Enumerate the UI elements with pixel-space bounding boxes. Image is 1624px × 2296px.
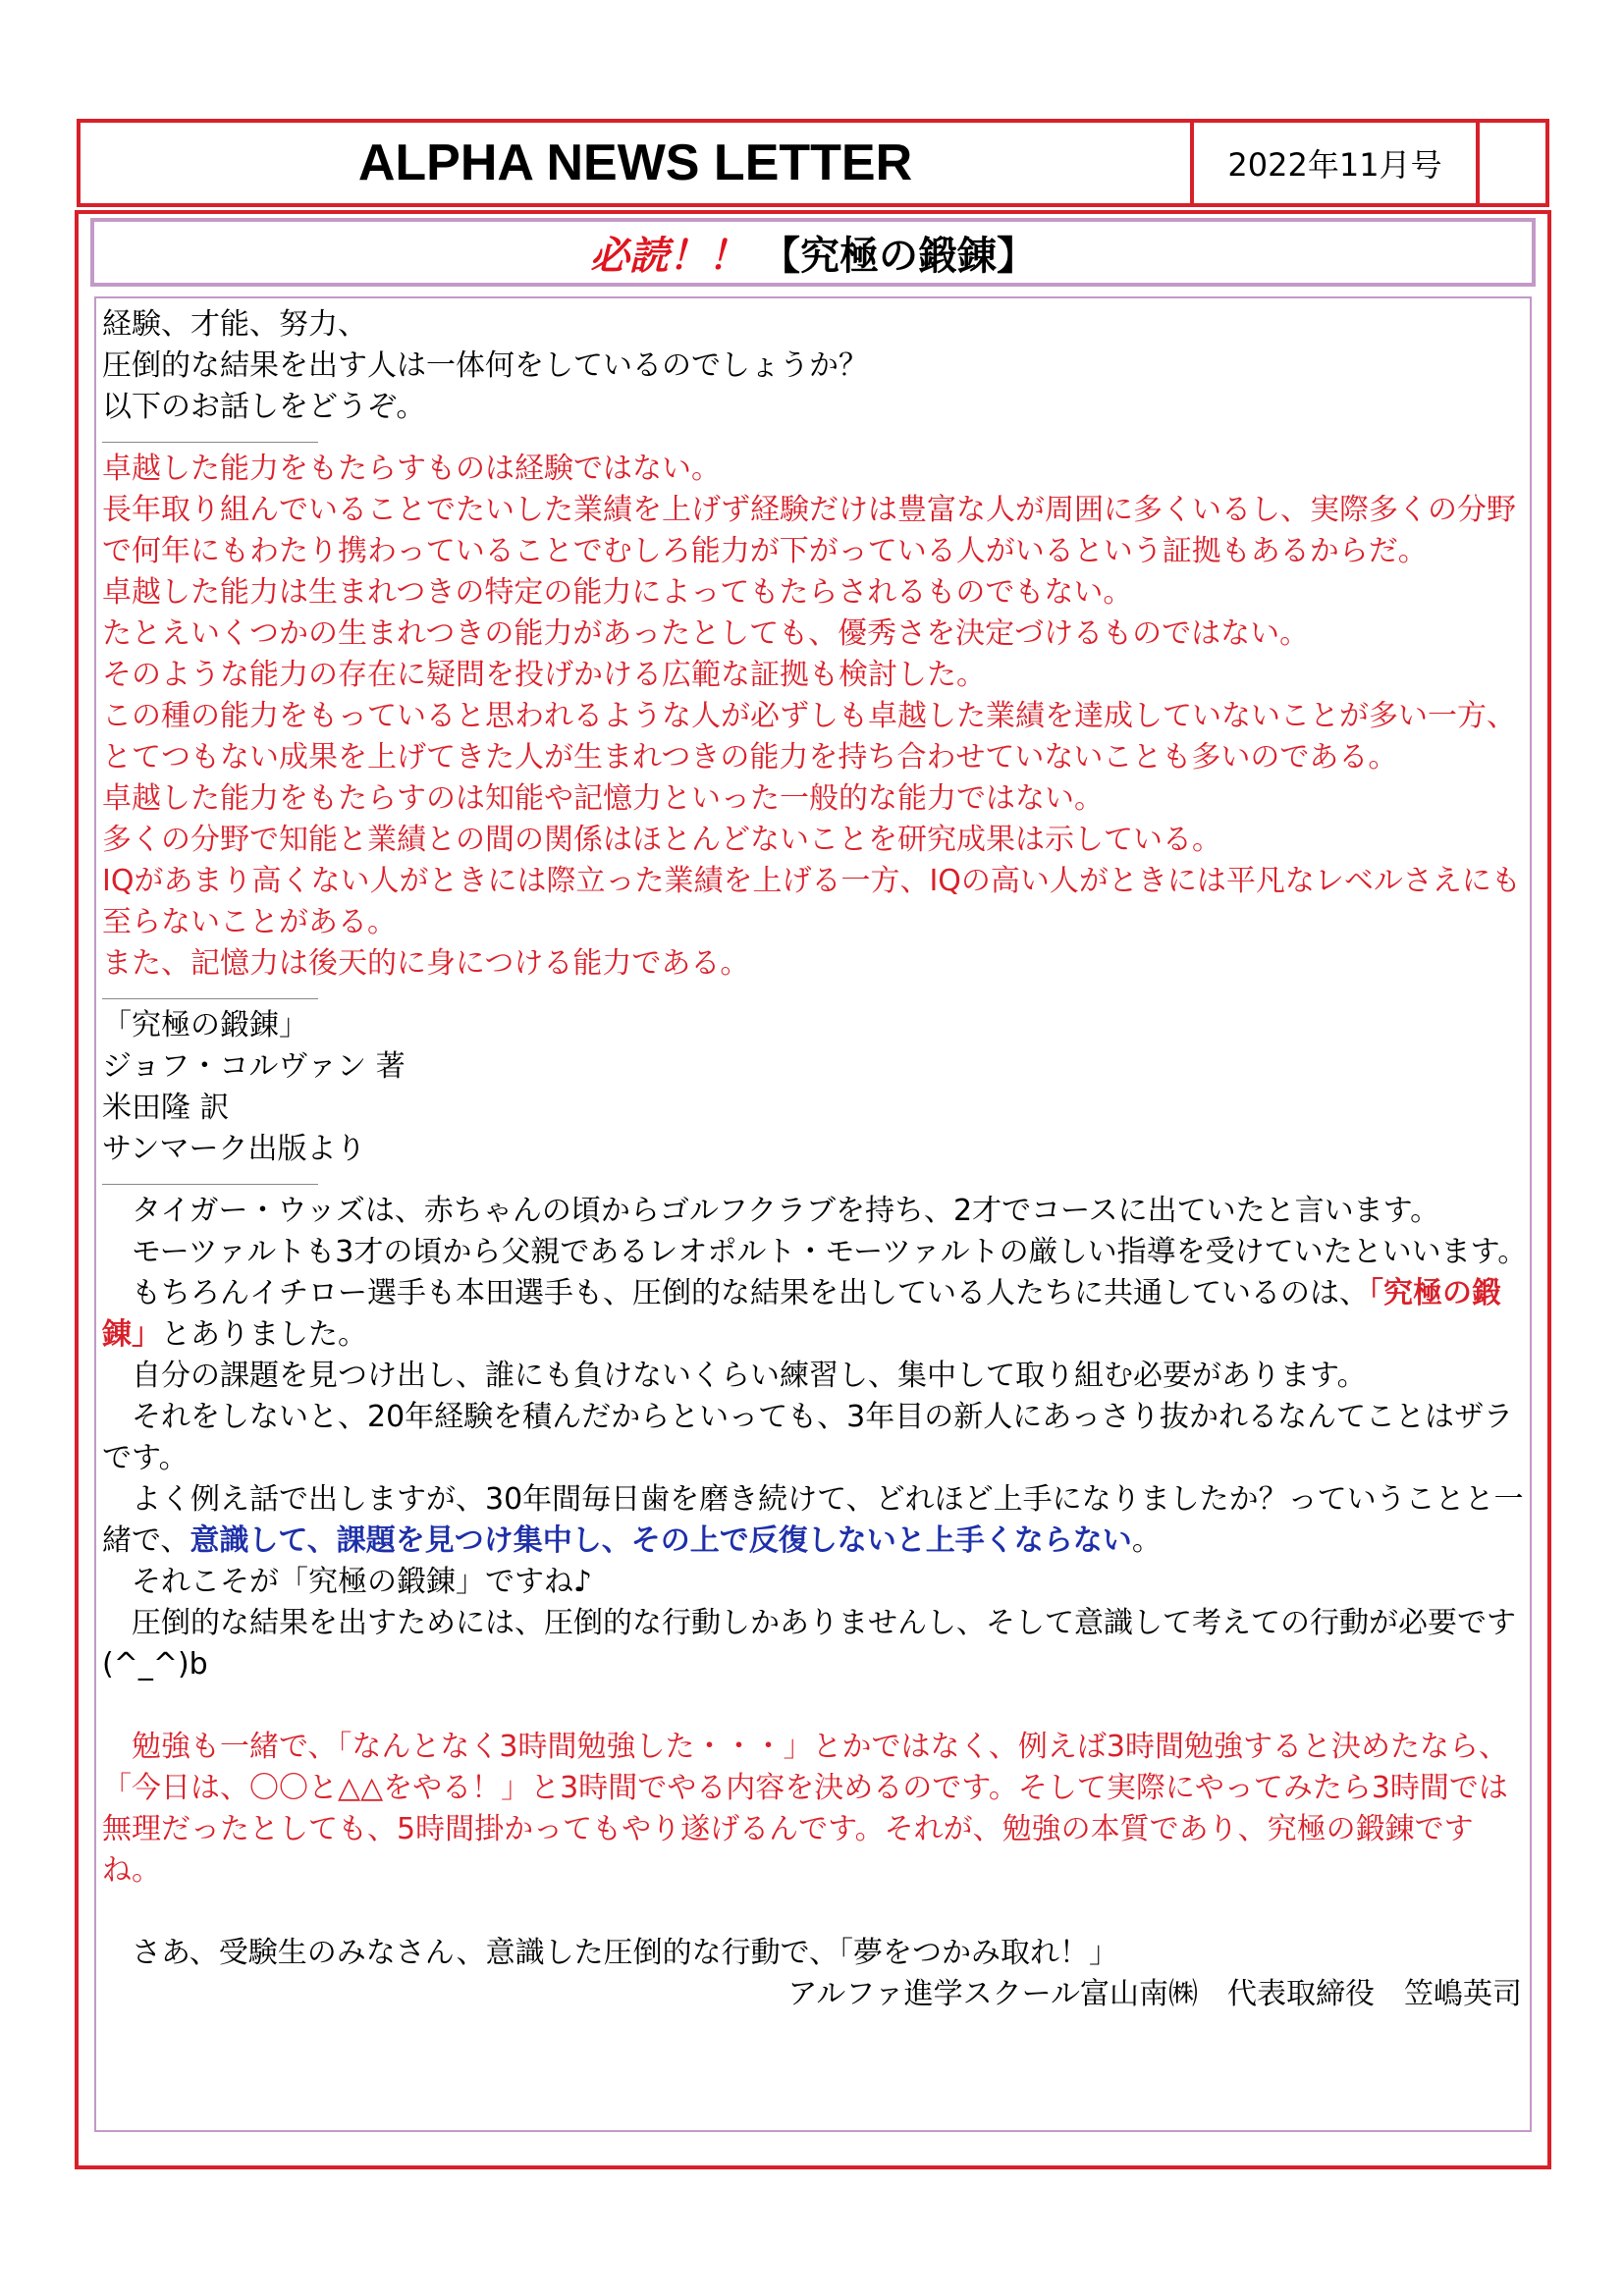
quote-line: たとえいくつかの生まれつきの能力があったとしても、優秀さを決定づけるものではない。: [102, 616, 1310, 651]
spacer: [102, 1892, 1532, 1933]
body-text: 圧倒的な結果を出すためには、圧倒的な行動しかありませんし、そして意識して考えての行動が必要です(^_^)b: [102, 1606, 1516, 1682]
body-paragraph: [102, 1562, 1532, 1603]
article-text: [102, 304, 1532, 2015]
body-text: モーツァルトも3才の頃から父親であるレオポルト・モーツァルトの厳しい指導を受けていたといいます。: [132, 1235, 1528, 1269]
quote-line: この種の能力をもっていると思われるような人が必ずしも卓越した業績を達成していないことが多い一方、とてつもない成果を上げてきた人が生まれつきの能力を持ち合わせていないことも多いのである。: [102, 699, 1516, 774]
divider: [102, 998, 318, 999]
body-text: それをしないと、20年経験を積んだからといっても、3年目の新人にあっさり抜かれるなんてことはザラです。: [102, 1400, 1513, 1475]
quote-line: 長年取り組んでいることでたいした業績を上げず経験だけは豊富な人が周囲に多くいるし、実際多くの分野で何年にもわたり携わっていることでむしろ能力が下がっている人がいるという証拠もあるからだ。: [102, 493, 1516, 568]
source-author: ジョフ・コルヴァン 著: [102, 1049, 406, 1084]
body-text: とありました。: [161, 1317, 367, 1352]
quote-line: 卓越した能力をもたらすのは知能や記憶力といった一般的な能力ではない。: [102, 781, 1104, 816]
study-paragraph: [102, 1727, 1532, 1892]
banner-accent: 必読！！: [590, 233, 747, 279]
body-text: それこそが「究極の鍛錬」ですね♪: [132, 1565, 593, 1599]
body-text: よく例え話で出しますが、30年間毎日歯を磨き続けて、どれほど上手になりましたか？っていうことと一緒で、: [102, 1482, 1524, 1558]
body-paragraph: [102, 1191, 1532, 1232]
article-banner: [90, 218, 1536, 287]
quote-line: 卓越した能力は生まれつきの特定の能力によってもたらされるものでもない。: [102, 575, 1133, 610]
body-text: さあ、受験生のみなさん、意識した圧倒的な行動で、「夢をつかみ取れ！」: [132, 1936, 1118, 1970]
banner-title: 【究極の鍛錬】: [761, 233, 1036, 279]
intro-line: 圧倒的な結果を出す人は一体何をしているのでしょうか？: [102, 348, 868, 383]
divider: [102, 442, 318, 443]
quote-line: 卓越した能力をもたらすものは経験ではない。: [102, 452, 721, 486]
closing-paragraph: [102, 1933, 1532, 1974]
issue-date: 2022年11月号: [1194, 123, 1480, 203]
source-publisher: サンマーク出版より: [102, 1132, 366, 1166]
quote-line: また、記憶力は後天的に身につける能力である。: [102, 946, 750, 981]
body-paragraph: [102, 1356, 1532, 1397]
emphasis-phrase: 意識して、課題を見つけ集中し、その上で反復しないと上手くならない: [189, 1523, 1132, 1558]
quote-line: そのような能力の存在に疑問を投げかける広範な証拠も検討した。: [102, 658, 986, 692]
divider: [102, 1184, 318, 1185]
body-text: 。: [1131, 1523, 1162, 1558]
body-text: タイガー・ウッズは、赤ちゃんの頃からゴルフクラブを持ち、2才でコースに出ていたと言います。: [132, 1194, 1440, 1228]
header-blank-cell: [1480, 123, 1545, 203]
highlight-phrase: 「究極の鍛錬」: [102, 1276, 1501, 1352]
spacer: [102, 1685, 1532, 1727]
newsletter-title: ALPHA NEWS LETTER: [81, 123, 1194, 203]
body-paragraph: [102, 1603, 1532, 1685]
body-paragraph: [102, 1479, 1532, 1562]
intro-line: 経験、才能、努力、: [102, 307, 367, 342]
book-quote: [102, 449, 1532, 985]
body-paragraph: [102, 1273, 1532, 1356]
body-text: 自分の課題を見つけ出し、誰にも負けないくらい練習し、集中して取り組む必要があります。: [132, 1359, 1367, 1393]
body-text: もちろんイチロー選手も本田選手も、圧倒的な結果を出している人たちに共通しているのは、: [132, 1276, 1369, 1310]
source-translator: 米田隆 訳: [102, 1091, 230, 1125]
body-text: 勉強も一緒で、「なんとなく3時間勉強した・・・」とかではなく、例えば3時間勉強すると決めたなら、「今日は、〇〇と△△をやる！」と3時間でやる内容を決めるのです。そして実際にやってみたら3時間では無理だったとしても、5時間掛かってもやり遂げるんです。それが、勉強の本質であり、究極の鍛錬ですね。: [102, 1730, 1508, 1888]
body-paragraph: [102, 1397, 1532, 1479]
quote-line: IQがあまり高くない人がときには際立った業績を上げる一方、IQの高い人がときには平凡なレベルさえにも至らないことがある。: [102, 864, 1521, 939]
intro-line: 以下のお話しをどうぞ。: [102, 390, 426, 424]
newsletter-header: [77, 119, 1549, 207]
source-title: 「究極の鍛錬」: [102, 1008, 308, 1042]
signature: アルファ進学スクール富山南㈱ 代表取締役 笠嶋英司: [787, 1977, 1522, 2011]
body-paragraph: [102, 1232, 1532, 1273]
quote-line: 多くの分野で知能と業績との間の関係はほとんどないことを研究成果は示している。: [102, 823, 1221, 857]
